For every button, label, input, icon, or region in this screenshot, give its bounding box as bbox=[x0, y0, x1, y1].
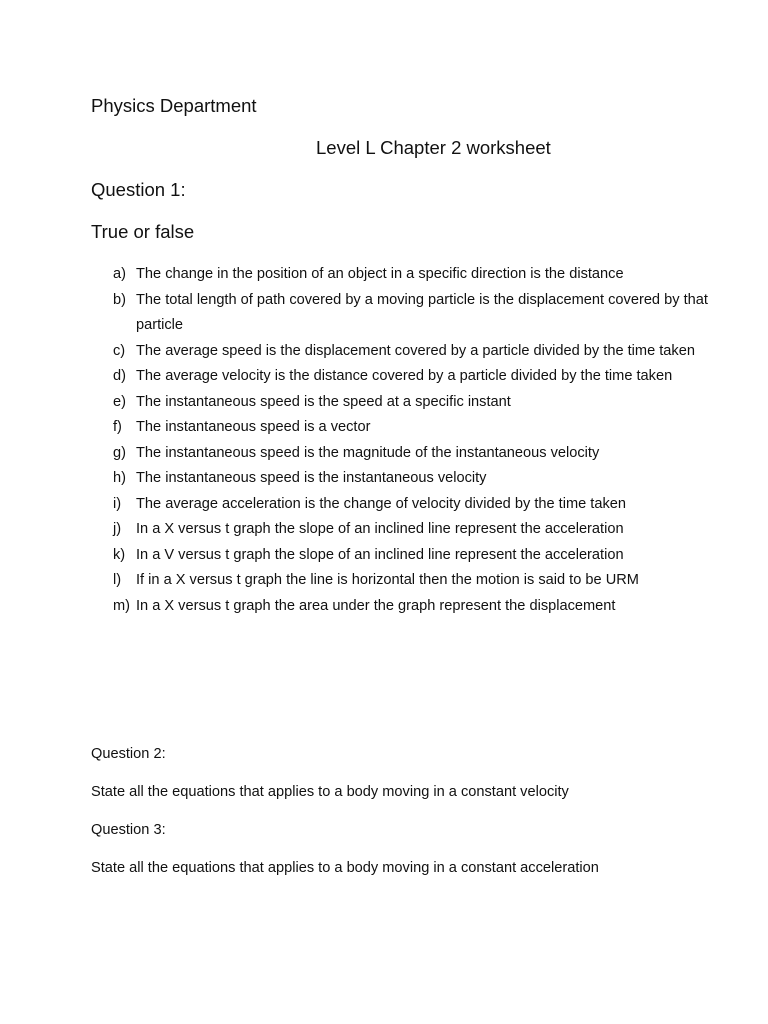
item-text: The instantaneous speed is the instantaneous velocity bbox=[136, 470, 487, 486]
item-text: The instantaneous speed is the magnitude of the instantaneous velocity bbox=[136, 444, 600, 461]
list-item bbox=[113, 441, 713, 467]
worksheet-title: Level L Chapter 2 worksheet bbox=[316, 137, 551, 158]
item-text: The instantaneous speed is a vector bbox=[136, 419, 371, 435]
item-text: The instantaneous speed is the speed at a specific instant bbox=[136, 393, 511, 410]
question-2-heading: Question 2: bbox=[91, 746, 166, 762]
question-2-text: State all the equations that applies to a body moving in a constant velocity bbox=[91, 784, 569, 800]
item-marker: d) bbox=[113, 368, 126, 384]
list-item bbox=[113, 466, 713, 492]
item-marker: j) bbox=[113, 521, 122, 537]
item-text: If in a X versus t graph the line is horizontal then the motion is said to be URM bbox=[136, 572, 639, 588]
item-marker: m) bbox=[113, 597, 131, 614]
item-text: The total length of path covered by a moving particle is the displacement covered by that particle bbox=[136, 291, 708, 333]
item-marker: f) bbox=[113, 419, 122, 435]
list-item bbox=[113, 568, 713, 594]
item-marker: i) bbox=[113, 495, 122, 512]
item-marker: a) bbox=[113, 266, 126, 282]
item-marker: l) bbox=[113, 572, 122, 588]
item-text: In a X versus t graph the area under the graph represent the displacement bbox=[136, 597, 616, 614]
department-name: Physics Department bbox=[91, 95, 257, 116]
item-text: The change in the position of an object in a specific direction is the distance bbox=[136, 266, 624, 282]
item-marker: g) bbox=[113, 444, 126, 461]
item-text: In a V versus t graph the slope of an inclined line represent the acceleration bbox=[136, 546, 624, 563]
list-item bbox=[113, 415, 713, 441]
item-text: The average acceleration is the change of velocity divided by the time taken bbox=[136, 495, 626, 512]
list-item bbox=[113, 594, 713, 620]
true-false-list bbox=[113, 262, 713, 619]
list-item bbox=[113, 492, 713, 518]
question-1-subheading: True or false bbox=[91, 221, 195, 242]
list-item bbox=[113, 364, 713, 390]
item-marker: e) bbox=[113, 393, 126, 410]
list-item bbox=[113, 288, 713, 339]
question-3-heading: Question 3: bbox=[91, 822, 166, 838]
item-text: The average velocity is the distance covered by a particle divided by the time taken bbox=[136, 368, 673, 384]
item-text: In a X versus t graph the slope of an inclined line represent the acceleration bbox=[136, 521, 624, 537]
question-3-text: State all the equations that applies to a body moving in a constant acceleration bbox=[91, 860, 599, 876]
item-marker: h) bbox=[113, 470, 126, 486]
item-text: The average speed is the displacement covered by a particle divided by the time taken bbox=[136, 342, 695, 359]
list-item bbox=[113, 517, 713, 543]
item-marker: k) bbox=[113, 546, 126, 563]
list-item bbox=[113, 390, 713, 416]
item-marker: b) bbox=[113, 291, 126, 308]
list-item bbox=[113, 339, 713, 365]
question-1-heading: Question 1: bbox=[91, 179, 186, 200]
item-marker: c) bbox=[113, 342, 126, 359]
list-item bbox=[113, 543, 713, 569]
list-item bbox=[113, 262, 713, 288]
